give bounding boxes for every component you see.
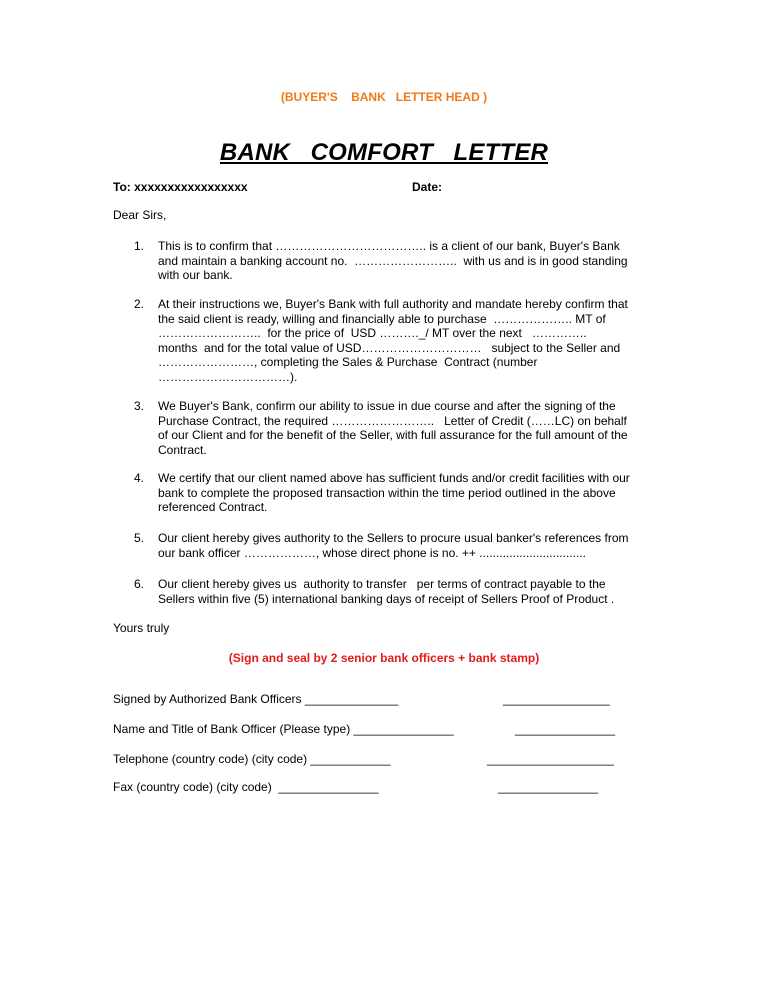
list-item-number: 5. [134, 531, 145, 545]
sign-instruction: (Sign and seal by 2 senior bank officers + bank stamp) [228, 651, 540, 665]
list-item-line: Purchase Contract, the required …………………….. Letter of Credit (……LC) on behalf [158, 413, 627, 428]
list-item-number: 2. [134, 297, 145, 311]
list-item-line: ……………………………). [158, 369, 298, 384]
list-item-number: 3. [134, 399, 145, 413]
list-item-line: Contract. [158, 442, 207, 457]
list-item-text [158, 297, 668, 384]
officer-name-title-line: Name and Title of Bank Officer (Please type) _______________ [113, 722, 454, 736]
list-item-line: with our bank. [158, 268, 233, 282]
list-item-line: At their instructions we, Buyer's Bank with full authority and mandate hereby confirm that [158, 297, 628, 311]
list-item-line: Our client hereby gives us authority to transfer per terms of contract payable to the [158, 577, 606, 591]
signature-blank: ________________ [503, 692, 610, 706]
salutation: Dear Sirs, [113, 208, 167, 222]
list-item-line: the said client is ready, willing and financially able to purchase ……………….. MT of [158, 311, 606, 326]
signature-blank: ___________________ [487, 752, 614, 766]
recipient-line: To: xxxxxxxxxxxxxxxxx [113, 180, 248, 194]
list-item-line: ……………………, completing the Sales & Purchase Contract (number [158, 355, 538, 369]
letterhead-placeholder: (BUYER'S BANK LETTER HEAD ) [280, 90, 488, 104]
closing-line: Yours truly [113, 621, 170, 635]
list-item-line: Our client hereby gives authority to the Sellers to procure usual banker's references from [158, 531, 629, 545]
list-item-number: 6. [134, 577, 145, 591]
list-item-number: 1. [134, 239, 145, 253]
list-item-text [158, 531, 668, 560]
list-item-number: 4. [134, 471, 145, 485]
signature-blank: _______________ [515, 722, 616, 736]
list-item-line: referenced Contract. [158, 500, 268, 514]
list-item-text [158, 471, 668, 515]
list-item-line: our bank officer ………………, whose direct phone is no. ++ ................................ [158, 545, 586, 560]
list-item-line: We Buyer's Bank, confirm our ability to issue in due course and after the signing of the [158, 399, 616, 413]
date-line: Date: [412, 180, 443, 194]
fax-line: Fax (country code) (city code) _______________ [113, 780, 379, 794]
document-title: BANK COMFORT LETTER [219, 139, 549, 166]
signed-by-line: Signed by Authorized Bank Officers ______________ [113, 692, 399, 706]
list-item-text [158, 399, 668, 457]
list-item-text [158, 239, 668, 283]
list-item-line: of our Client and for the benefit of the Seller, with full assurance for the full amount of the [158, 428, 628, 442]
list-item-line: Sellers within five (5) international banking days of receipt of Sellers Proof of Product . [158, 591, 615, 606]
telephone-line: Telephone (country code) (city code) ____________ [113, 752, 391, 766]
list-item-line: We certify that our client named above has sufficient funds and/or credit facilities with our [158, 471, 630, 485]
list-item-text [158, 577, 668, 606]
signature-blank: _______________ [498, 780, 599, 794]
list-item-line: This is to confirm that ……………………………….. is a client of our bank, Buyer's Bank [158, 239, 620, 253]
list-item-line: …………………….. for the price of USD ………._/ MT over the next ………….. [158, 326, 587, 340]
list-item-line: bank to complete the proposed transaction within the time period outlined in the above [158, 485, 616, 500]
list-item-line: and maintain a banking account no. …………………….. with us and is in good standing [158, 253, 628, 268]
list-item-line: months and for the total value of USD………………………… subject to the Seller and [158, 340, 621, 355]
